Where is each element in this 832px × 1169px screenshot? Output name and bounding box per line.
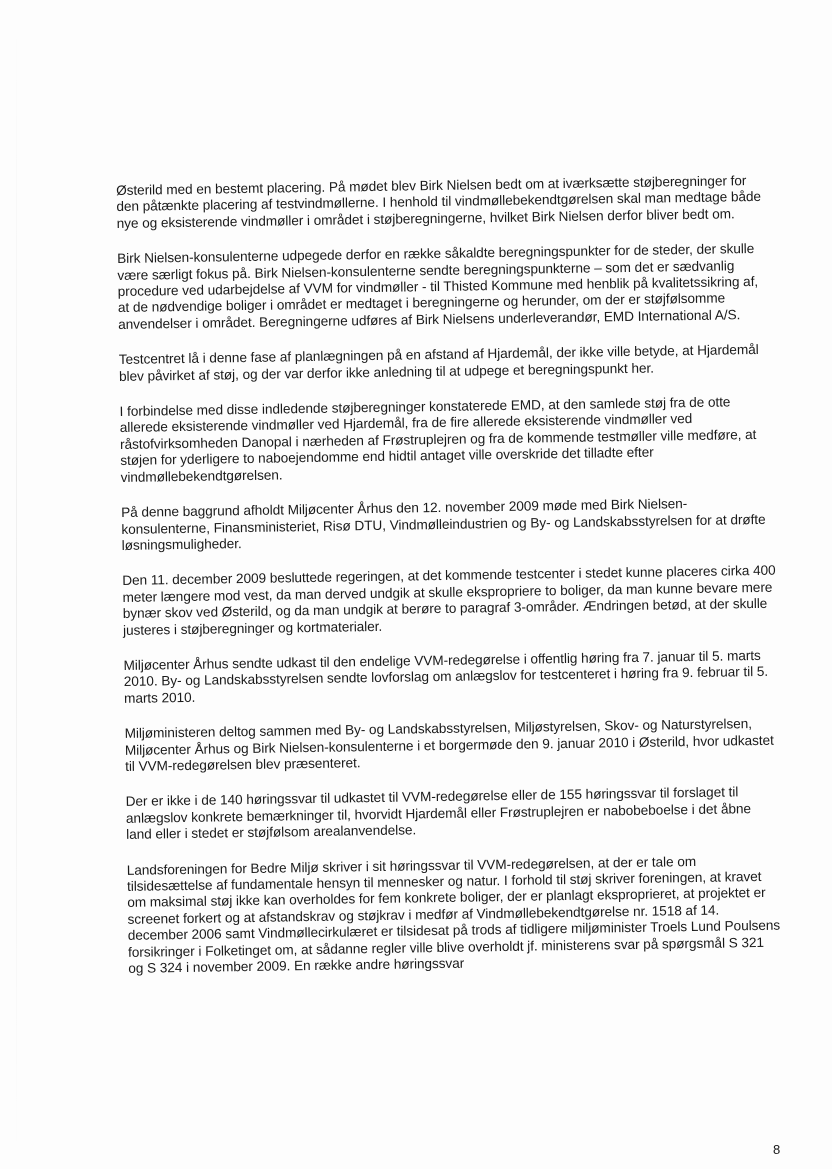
paragraph-2: Birk Nielsen-konsulenterne udpegede derfor en række såkaldte beregningspunkter for de steder, der skulle være særligt fokus på. Birk Nielsen-konsulenterne sendte beregningspunkterne – som det er sædvanlig procedure ved udarbejdelse af VVM for vindmøller - til Thisted Kommune med henblik på kvalitetssikring af, at de nødvendige boliger i området er medtaget i beregningerne og herunder, om der er støjfølsomme anvendelser i området. Beregningerne udføres af Birk Nielsens underleverandør, EMD International A/S. [117,241,759,332]
scan-edge-shadow [16,20,17,1160]
paragraph-4: I forbindelse med disse indledende støjberegninger konstaterede EMD, at den samlede støj fra de otte allerede eksisterende vindmøller ved Hjardemål, fra de fire allerede eksisterende vindmøller ved råstofvirksomheden Danopal i nærheden af Frøstruplejren og fra de kommende testmøller ville medføre, at støjen for yderligere to naboejendomme end hidtil antaget ville overskride det tilladte efter vindmøllebekendtgørelsen. [119,394,757,485]
document-body [116,173,783,997]
paragraph-1: Østerild med en bestemt placering. På mødet blev Birk Nielsen bedt om at iværksætte støjberegninger for den påtænkte placering af testvindmøllerne. I henhold til vindmøllebekendtgørelsen skal man medtage både nye og eksisterende vindmøller i området i støjberegningerne, hvilket Birk Nielsen derfor bliver bedt om. [116,173,762,231]
paragraph-7: Miljøcenter Århus sendte udkast til den endelige VVM-redegørelse i offentlig høring fra 7. januar til 5. marts 2010. By- og Landskabsstyrelsen sendte lovforslag om anlægslov for testcenteret i høring fra 9. februar til 5. marts 2010. [123,647,769,706]
paragraph-3: Testcentret lå i denne fase af planlægningen på en afstand af Hjardemål, der ikke ville betyde, at Hjardemål blev påvirket af støj, og der var derfor ikke anledning til at udpege et beregningspunkt her. [118,342,759,384]
paragraph-6: Den 11. december 2009 besluttede regeringen, at det kommende testcenter i stedet kunne placeres cirka 400 meter længere mod vest, da man derved undgik at skulle ekspropriere to boliger, da man kunne bevare mere bynær skov ved Østerild, og da man undgik at berøre to paragraf 3-områder. Ændringen betød, at der skulle justeres i støjberegninger og kortmaterialer. [122,563,776,638]
paragraph-8: Miljøministeren deltog sammen med By- og Landskabsstyrelsen, Miljøstyrelsen, Skov- og Naturstyrelsen, Miljøcenter Århus og Birk Nielsen-konsulenterne i et borgermøde den 9. januar 2010 i Østerild, hvor udkastet til VVM-redegørelsen blev præsenteret. [124,716,774,774]
page-number: 8 [773,1142,781,1157]
paragraph-10: Landsforeningen for Bedre Miljø skriver i sit høringssvar til VVM-redegørelsen, at der er tale om tilsidesættelse af fundamentale hensyn til mennesker og natur. I forhold til støj skriver foreningen, at kravet om maksimal støj ikke kan overholdes for fem konkrete boliger, der er planlagt eksproprieret, at projektet er screenet forkert og at afstandskrav og støjkrav i medfør af Vindmøllebekendtgørelse nr. 1518 af 14. december 2006 samt Vindmøllecirkulæret er tilsidesat på trods af tidligere miljøminister Troels Lund Poulsens forsikringer i Folketinget om, at sådanne regler ville blive overholdt jf. ministerens svar på spørgsmål S 321 og S 324 i november 2009. En række andre høringssvar [126,853,781,976]
paragraph-9: Der er ikke i de 140 høringssvar til udkastet til VVM-redegørelse eller de 155 høringssvar til forslaget til anlægslov konkrete bemærkninger til, hvorvidt Hjardemål eller Frøstruplejren er nabobeboelse i det åbne land eller i stedet er støjfølsom arealanvendelse. [125,784,752,843]
paragraph-5: På denne baggrund afholdt Miljøcenter Århus den 12. november 2009 møde med Birk Nielsen-konsulenterne, Finansministeriet, Risø DTU, Vindmølleindustrien og By- og Landskabsstyrelsen for at drøfte løsningsmuligheder. [121,496,766,553]
